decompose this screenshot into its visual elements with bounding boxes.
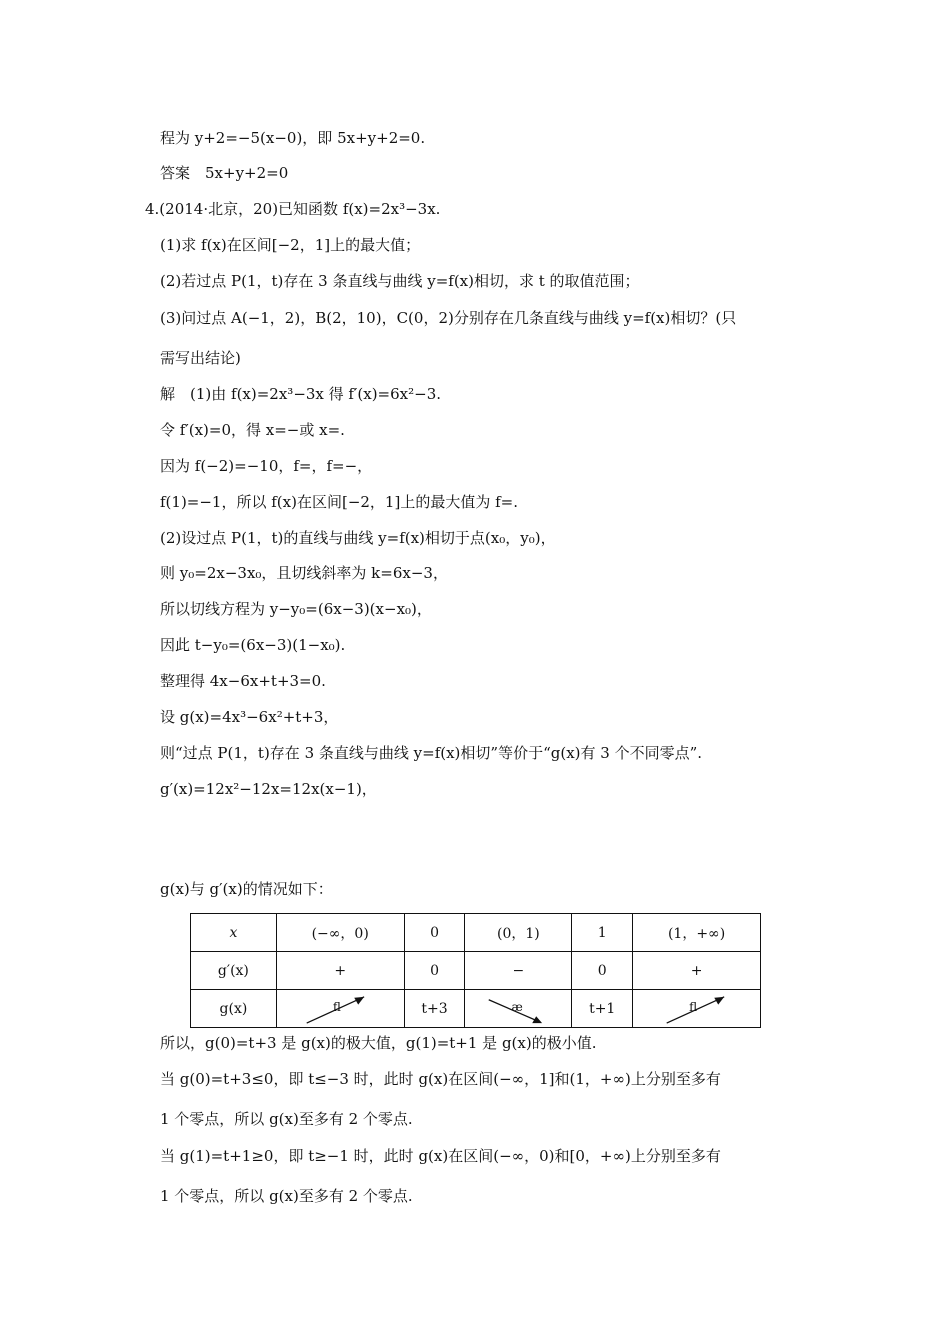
table-cell: g′(x) (191, 952, 277, 990)
conclusion-line-1: 所以，g(0)=t+3 是 g(x)的极大值，g(1)=t+1 是 g(x)的极小值. (160, 1034, 597, 1052)
conclusion-line-2: 当 g(0)=t+3≤0，即 t≤−3 时，此时 g(x)在区间(−∞，1]和(1，+∞)上分别至多有 (160, 1070, 721, 1088)
table-cell-decreasing (465, 990, 572, 1028)
text-line-1: 程为 y+2=−5(x−0)，即 5x+y+2=0. (160, 129, 426, 147)
problem-part-2: (2)若过点 P(1，t)存在 3 条直线与曲线 y=f(x)相切，求 t 的取值范围； (160, 272, 640, 290)
table-cell: 1 (572, 914, 633, 952)
conclusion-line-4: 当 g(1)=t+1≥0，即 t≥−1 时，此时 g(x)在区间(−∞，0)和[0，+∞)上分别至多有 (160, 1147, 721, 1165)
table-caption: g(x)与 g′(x)的情况如下： (160, 880, 333, 898)
table-row-derivative (191, 952, 761, 990)
variation-table (190, 913, 761, 1028)
solution-line-6: 则 y₀=2x−3x₀，且切线斜率为 k=6x−3， (160, 564, 448, 582)
solution-line-11: 则“过点 P(1，t)存在 3 条直线与曲线 y=f(x)相切”等价于“g(x)有 3 个不同零点”. (160, 744, 703, 762)
table-cell: t+3 (404, 990, 465, 1028)
increasing-arrow-icon (277, 990, 404, 1027)
arrow-mark-text: fl (689, 1000, 698, 1014)
solution-line-7: 所以切线方程为 y−y₀=(6x−3)(x−x₀)， (160, 600, 432, 618)
problem-part-3: (3)问过点 A(−1，2)，B(2，10)，C(0，2)分别存在几条直线与曲线 y=f(x)相切？(只 (160, 309, 737, 327)
table-cell: g(x) (191, 990, 277, 1028)
table-cell: x (191, 914, 277, 952)
table-row-x (191, 914, 761, 952)
table-cell: (−∞，0) (276, 914, 404, 952)
solution-line-9: 整理得 4x−6x+t+3=0. (160, 672, 326, 690)
table-row-function (191, 990, 761, 1028)
problem-4-title: 4.(2014·北京，20)已知函数 f(x)=2x³−3x. (145, 200, 441, 218)
solution-line-12: g′(x)=12x²−12x=12x(x−1)， (160, 780, 377, 798)
table-cell: + (633, 952, 761, 990)
table-cell: t+1 (572, 990, 633, 1028)
solution-line-8: 因此 t−y₀=(6x−3)(1−x₀). (160, 636, 346, 654)
conclusion-line-3: 1 个零点，所以 g(x)至多有 2 个零点. (160, 1110, 413, 1128)
decreasing-arrow-icon (465, 990, 571, 1027)
conclusion-line-5: 1 个零点，所以 g(x)至多有 2 个零点. (160, 1187, 413, 1205)
table-cell: (0，1) (465, 914, 572, 952)
solution-line-10: 设 g(x)=4x³−6x²+t+3， (160, 708, 339, 726)
problem-part-1: (1)求 f(x)在区间[−2，1]上的最大值； (160, 236, 421, 254)
solution-line-3: 因为 f(−2)=−10，f=，f=−， (160, 457, 373, 475)
solution-line-4: f(1)=−1，所以 f(x)在区间[−2，1]上的最大值为 f=. (160, 493, 518, 511)
table-cell-increasing (276, 990, 404, 1028)
table-cell: 0 (404, 914, 465, 952)
table-cell: + (276, 952, 404, 990)
table-cell: − (465, 952, 572, 990)
solution-line-2: 令 f′(x)=0，得 x=−或 x=. (160, 421, 345, 439)
table-cell-increasing (633, 990, 761, 1028)
table-cell: 0 (404, 952, 465, 990)
solution-line-5: (2)设过点 P(1，t)的直线与曲线 y=f(x)相切于点(x₀，y₀)， (160, 529, 556, 547)
increasing-arrow-icon (633, 990, 760, 1027)
arrow-mark-text: æ (511, 1000, 523, 1014)
table-cell: (1，+∞) (633, 914, 761, 952)
table-cell: 0 (572, 952, 633, 990)
solution-line-1: 解 (1)由 f(x)=2x³−3x 得 f′(x)=6x²−3. (160, 385, 442, 403)
answer-line: 答案 5x+y+2=0 (160, 164, 289, 182)
arrow-mark-text: fl (332, 1000, 341, 1014)
problem-part-3-cont: 需写出结论) (160, 349, 241, 367)
